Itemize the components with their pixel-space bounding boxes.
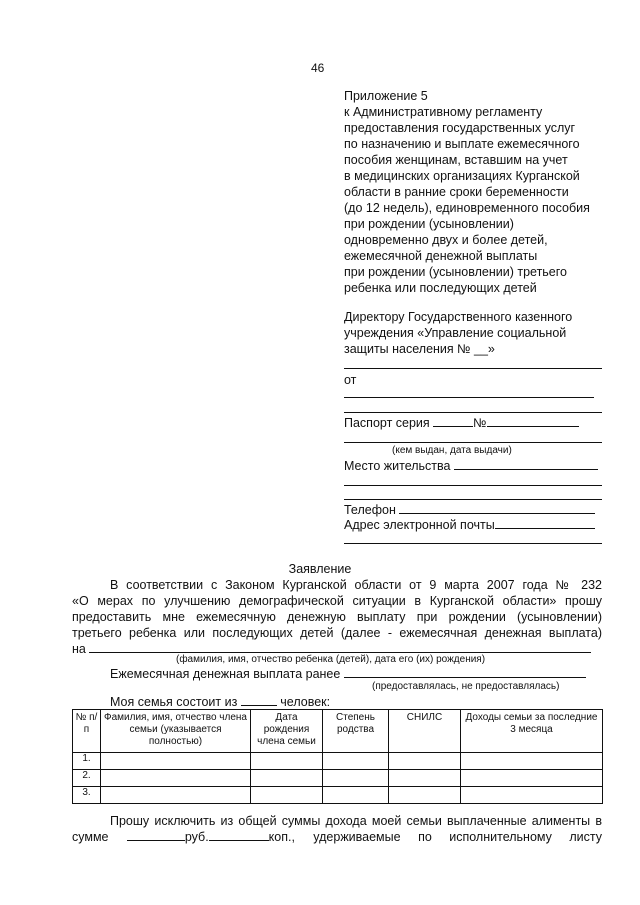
email-label: Адрес электронной почты	[344, 518, 495, 532]
row-number: 3.	[73, 787, 101, 804]
closing-line: Прошу исключить из общей суммы дохода моей семьи выплаченные алименты в	[110, 814, 602, 828]
kop-field[interactable]	[209, 829, 269, 841]
residence-label: Место жительства	[344, 459, 451, 473]
issued-hint: (кем выдан, дата выдачи)	[392, 445, 512, 456]
residence-row	[344, 458, 598, 474]
earlier-field[interactable]	[344, 666, 586, 678]
email-line-2[interactable]	[344, 543, 602, 544]
appendix-line: ежемесячной денежной выплаты	[344, 249, 538, 263]
header-name: Фамилия, имя, отчество члена семьи (указывается полностью)	[101, 710, 251, 753]
header-number: № п/п	[73, 710, 101, 753]
appendix-line: к Административному регламенту	[344, 105, 543, 119]
rub-label: руб.	[184, 830, 209, 844]
addressee-line: защиты населения № __»	[344, 342, 495, 356]
table-cell[interactable]	[101, 770, 251, 787]
statement-title: Заявление	[288, 562, 352, 576]
statement-line: «О мерах по улучшению демографической ситуации в Курганской области» прошу	[72, 594, 602, 608]
appendix-line: предоставления государственных услуг	[344, 121, 576, 135]
table-cell[interactable]	[101, 753, 251, 770]
addressee-line: учреждения «Управление социальной	[344, 326, 567, 340]
from-label: от	[344, 373, 357, 387]
earlier-hint: (предоставлялась, не предоставлялась)	[372, 681, 560, 692]
passport-series-label: Паспорт серия	[344, 416, 430, 430]
appendix-line: при рождении (усыновлении)	[344, 217, 514, 231]
residence-line-3[interactable]	[344, 499, 602, 500]
sum-label: сумме	[72, 830, 109, 844]
row-number: 1.	[73, 753, 101, 770]
family-suffix: человек:	[280, 695, 331, 709]
header-snils: СНИЛС	[389, 710, 461, 753]
addressee-line: Директору Государственного казенного	[344, 310, 573, 324]
appendix-line: пособия женщинам, вставшим на учет	[344, 153, 568, 167]
table-cell[interactable]	[251, 770, 323, 787]
header-birthdate: Дата рождения члена семьи	[251, 710, 323, 753]
closing-sum-row	[72, 829, 602, 845]
table-cell[interactable]	[389, 770, 461, 787]
appendix-heading	[344, 88, 590, 296]
statement-line: В соответствии с Законом Курганской области от 9 марта 2007 года № 232	[110, 578, 602, 592]
issued-line[interactable]	[344, 442, 602, 443]
on-label: на	[72, 642, 86, 656]
family-table	[72, 709, 603, 804]
statement-line: третьего ребенка или последующих детей (далее - ежемесячная денежная выплата)	[72, 626, 602, 640]
from-line-2[interactable]	[344, 412, 602, 413]
closing-rest: удерживаемые по исполнительному листу	[313, 830, 602, 844]
table-cell[interactable]	[251, 787, 323, 804]
row-number: 2.	[73, 770, 101, 787]
table-row	[73, 753, 603, 770]
table-cell[interactable]	[251, 753, 323, 770]
earlier-row	[110, 666, 586, 682]
phone-row	[344, 502, 595, 518]
table-cell[interactable]	[323, 770, 389, 787]
page-number: 46	[311, 61, 325, 75]
table-cell[interactable]	[323, 787, 389, 804]
appendix-line: при рождении (усыновлении) третьего	[344, 265, 567, 279]
passport-row	[344, 415, 579, 431]
passport-number-field[interactable]	[487, 415, 579, 427]
appendix-line: Приложение 5	[344, 89, 428, 103]
email-row	[344, 517, 595, 533]
family-row	[110, 694, 330, 710]
passport-number-label: №	[473, 416, 487, 430]
from-line-1[interactable]	[344, 397, 594, 398]
appendix-line: области в ранние сроки беременности	[344, 185, 569, 199]
rub-field[interactable]	[127, 829, 185, 841]
addressee-blank-line[interactable]	[344, 368, 602, 369]
phone-label: Телефон	[344, 503, 396, 517]
child-field[interactable]	[89, 641, 591, 653]
table-cell[interactable]	[461, 787, 603, 804]
table-header-row	[73, 710, 603, 753]
family-count-field[interactable]	[241, 694, 277, 706]
addressee-block	[344, 309, 572, 357]
residence-line-2[interactable]	[344, 485, 602, 486]
appendix-line: в медицинских организациях Курганской	[344, 169, 580, 183]
kop-label: коп.,	[268, 830, 295, 844]
residence-field[interactable]	[454, 458, 598, 470]
appendix-line: (до 12 недель), единовременного пособия	[344, 201, 590, 215]
table-row	[73, 770, 603, 787]
passport-series-field[interactable]	[433, 415, 473, 427]
header-income: Доходы семьи за последние 3 месяца	[461, 710, 603, 753]
header-relation: Степень родства	[323, 710, 389, 753]
table-row	[73, 787, 603, 804]
statement-line: предоставить мне ежемесячную денежную выплату при рождении (усыновлении)	[72, 610, 602, 624]
appendix-line: одновременно двух и более детей,	[344, 233, 548, 247]
family-prefix: Моя семья состоит из	[110, 695, 238, 709]
table-cell[interactable]	[389, 787, 461, 804]
table-cell[interactable]	[323, 753, 389, 770]
appendix-line: по назначению и выплате ежемесячного	[344, 137, 580, 151]
table-cell[interactable]	[461, 770, 603, 787]
phone-field[interactable]	[399, 502, 595, 514]
earlier-label: Ежемесячная денежная выплата ранее	[110, 667, 341, 681]
table-cell[interactable]	[461, 753, 603, 770]
table-cell[interactable]	[389, 753, 461, 770]
table-cell[interactable]	[101, 787, 251, 804]
email-field[interactable]	[495, 517, 595, 529]
appendix-line: ребенка или последующих детей	[344, 281, 537, 295]
child-hint: (фамилия, имя, отчество ребенка (детей), дата его (их) рождения)	[176, 654, 486, 665]
